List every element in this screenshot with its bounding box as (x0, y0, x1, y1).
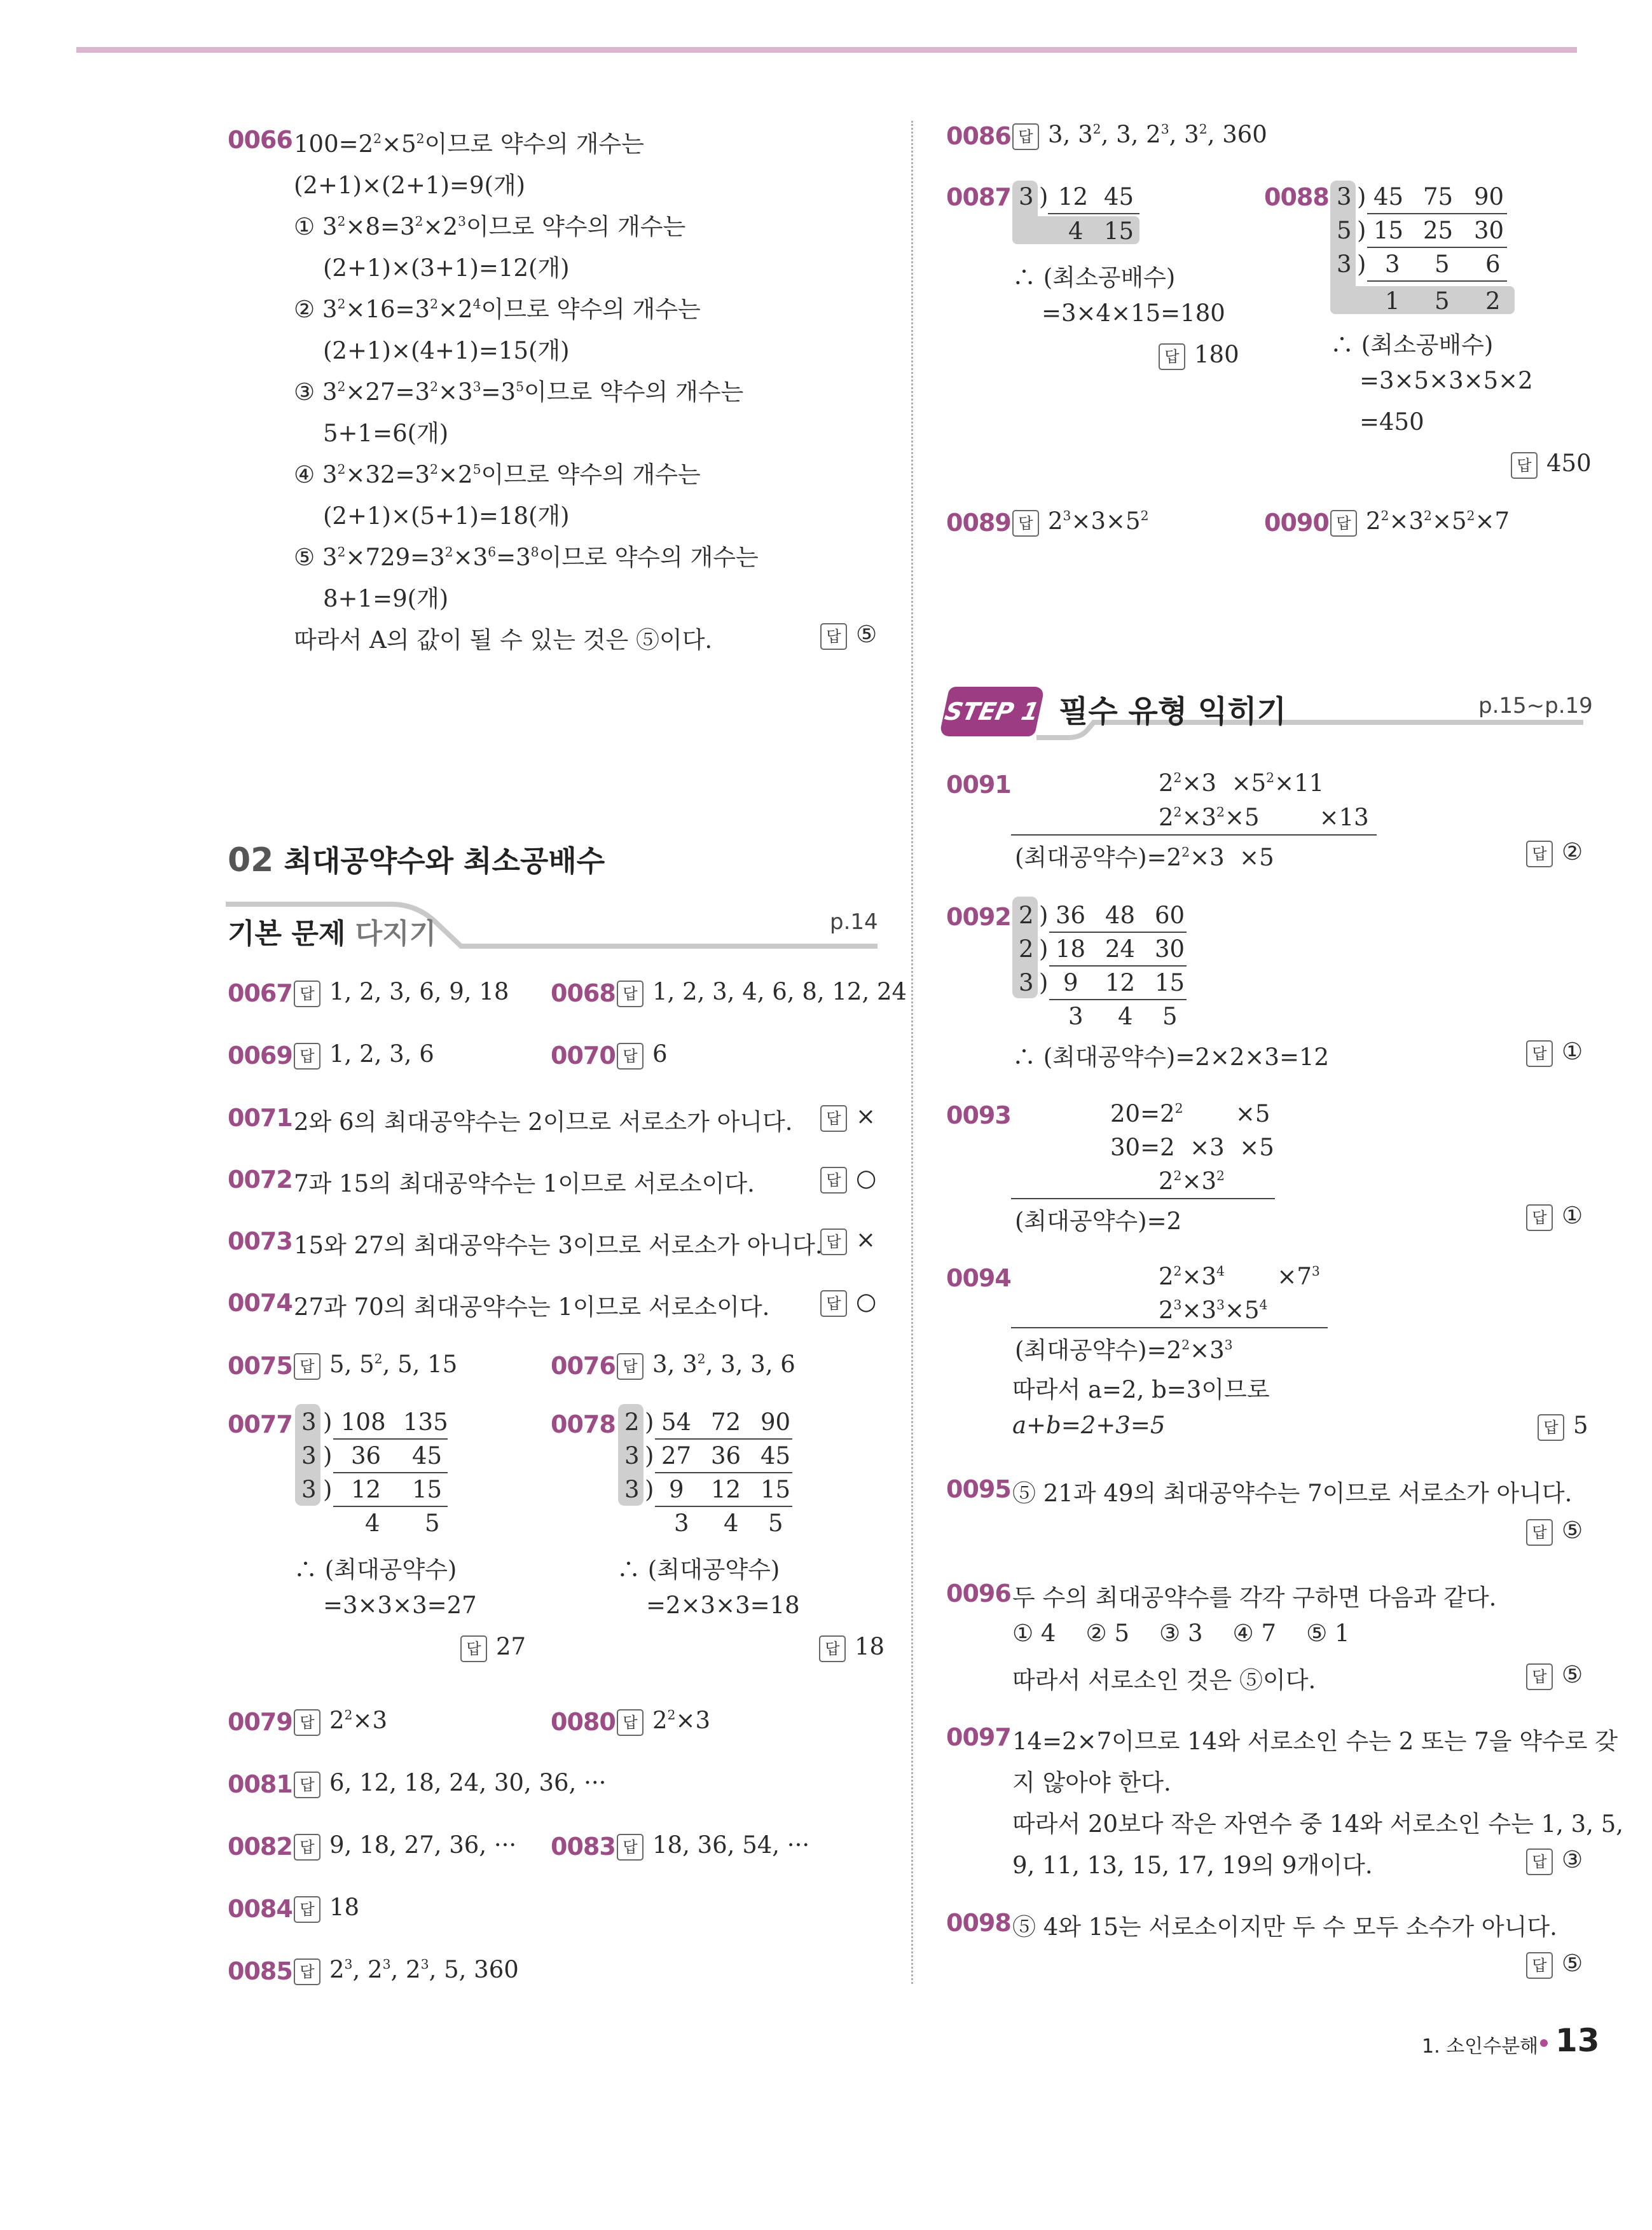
division-value: 45 (1104, 183, 1134, 210)
division-value: 18 (1056, 935, 1086, 963)
division-bracket: ) (1039, 969, 1049, 996)
answer-mark-icon: 답 (820, 1105, 847, 1132)
division-bracket: ) (645, 1442, 654, 1469)
solution-line: 따라서 서로소인 것은 ⑤이다. (1012, 1667, 1316, 1694)
answer: 답 180 (1159, 341, 1239, 370)
answer-mark-icon: 답 (1330, 510, 1357, 537)
problem-number: 0069 (228, 1042, 293, 1070)
solution-line: 5+1=6(개) (323, 420, 449, 447)
footer-dot-icon (1540, 2039, 1548, 2047)
answer: 답 ② (1526, 838, 1583, 867)
division-value: 15 (761, 1476, 791, 1503)
problem-number: 0077 (228, 1410, 293, 1438)
answer-mark-icon: 답 (294, 1834, 320, 1861)
division-value: 36 (351, 1442, 382, 1469)
division-rule (1048, 213, 1139, 214)
answer: 답 27 (460, 1633, 526, 1662)
problem-number: 0093 (946, 1101, 1011, 1129)
solution-line: 7과 15의 최대공약수는 1이므로 서로소이다. (294, 1170, 755, 1197)
solution-line: 2와 6의 최대공약수는 2이므로 서로소가 아니다. (294, 1108, 793, 1136)
answer: 답 18 (819, 1633, 885, 1662)
solution-line: ∴ (최소공배수) (1330, 331, 1494, 359)
answer: 답 ① (1526, 1202, 1583, 1231)
division-value: 45 (761, 1442, 791, 1469)
answer-mark-icon: 답 (1538, 1414, 1564, 1441)
problem-number: 0071 (228, 1104, 293, 1132)
solution-line: ④ $3^2\times 32=3^2\times 2^5$이므로 약수의 개수는 (294, 461, 701, 488)
answer: 답 ⑤ (1526, 1661, 1583, 1690)
division-bracket: ) (645, 1408, 654, 1436)
answer: 답 1, 2, 3, 6 (294, 1040, 434, 1070)
solution-line: =450 (1359, 408, 1424, 436)
division-value: 12 (1105, 969, 1136, 996)
solution-line: (2+1)×(5+1)=18(개) (323, 502, 570, 530)
division-bracket: ) (1039, 183, 1049, 210)
factor-line: $20=2^2$ ×5 (1110, 1100, 1270, 1127)
answer-mark-icon: 답 (819, 1635, 846, 1662)
solution-line: 14=2×7이므로 14와 서로소인 수는 2 또는 7을 약수로 갖 (1012, 1728, 1618, 1755)
division-value: 5 (425, 1510, 440, 1537)
answer-mark-icon: 답 (1526, 1848, 1553, 1875)
division-value: 4 (724, 1510, 739, 1537)
division-value: 108 (341, 1408, 386, 1436)
solution-line: =3×3×3=27 (323, 1592, 477, 1619)
answer: 답 ○ (820, 1164, 876, 1194)
problem-number: 0074 (228, 1289, 293, 1317)
solution-line: =3×5×3×5×2 (1359, 367, 1533, 394)
solution-line: ∴ (최대공약수) (294, 1556, 457, 1583)
solution-line: ∴ (최대공약수) (617, 1556, 780, 1583)
division-divisor: 3 (1019, 183, 1034, 210)
division-divisor: 3 (1337, 251, 1352, 278)
step-badge: STEP 1 (939, 687, 1045, 736)
factor-line: $2^2\times 3^2\times 5$ ×13 (1159, 804, 1369, 831)
problem-number: 0082 (228, 1833, 293, 1861)
factor-rule (1011, 834, 1377, 836)
answer-mark-icon: 답 (1526, 1519, 1553, 1546)
division-value: 3 (674, 1510, 689, 1537)
division-rule (1367, 213, 1507, 214)
problem-number: 0097 (946, 1723, 1011, 1751)
top-bar (76, 47, 1577, 53)
problem-number: 0075 (228, 1352, 293, 1380)
basic-title: 기본 문제 다지기 (228, 918, 437, 950)
division-rule (333, 1506, 448, 1507)
answer: 답 × (820, 1226, 876, 1255)
division-rule (655, 1472, 792, 1473)
division-bracket: ) (1357, 251, 1366, 278)
problem-number: 0086 (946, 122, 1011, 150)
answer-mark-icon: 답 (617, 1834, 644, 1861)
division-bracket: ) (1357, 217, 1366, 244)
division-divisor: 3 (301, 1476, 317, 1503)
solution-line: ① $3^2\times 8=3^2\times 2^3$이므로 약수의 개수는 (294, 213, 686, 240)
division-bracket: ) (323, 1476, 333, 1503)
problem-number: 0098 (946, 1909, 1011, 1937)
answer-mark-icon: 답 (460, 1635, 487, 1662)
division-divisor: 2 (624, 1408, 640, 1436)
problem-number: 0095 (946, 1475, 1011, 1503)
answer-mark-icon: 답 (1526, 1952, 1553, 1979)
division-value: 4 (365, 1510, 380, 1537)
division-divisor: 3 (624, 1476, 640, 1503)
problem-number: 0081 (228, 1770, 293, 1798)
factor-rule (1011, 1198, 1275, 1199)
solution-line: ① 4 ② 5 ③ 3 ④ 7 ⑤ 1 (1012, 1620, 1350, 1647)
factor-rule (1011, 1327, 1328, 1328)
answer-mark-icon: 답 (294, 1958, 320, 1985)
division-rule (655, 1438, 792, 1440)
answer-mark-icon: 답 (617, 981, 644, 1007)
answer: 답 $2^3$, $2^3$, $2^3$, 5, 360 (294, 1956, 519, 1985)
factor-line: 30=2 ×3 ×5 (1110, 1134, 1274, 1161)
division-value: 54 (661, 1408, 692, 1436)
answer: 답 9, 18, 27, 36, ··· (294, 1831, 516, 1861)
division-bracket: ) (1039, 935, 1049, 963)
division-value: 6 (1485, 251, 1501, 278)
division-divisor: 3 (624, 1442, 640, 1469)
problem-number: 0094 (946, 1264, 1011, 1292)
problem-number: 0079 (228, 1708, 293, 1736)
division-value: 3 (1068, 1003, 1084, 1030)
division-value: 5 (1162, 1003, 1178, 1030)
answer-mark-icon: 답 (617, 1353, 644, 1380)
problem-number: 0076 (551, 1352, 616, 1380)
solution-line: 따라서 a=2, b=3이므로 (1012, 1376, 1270, 1403)
factor-line: (최대공약수)$=2^2\times 3^3$ (1015, 1337, 1233, 1364)
division-bracket: ) (1357, 183, 1366, 210)
answer: 답 ① (1526, 1038, 1583, 1067)
division-value: 9 (669, 1476, 684, 1503)
solution-line: (2+1)×(3+1)=12(개) (323, 254, 570, 282)
solution-line: 15와 27의 최대공약수는 3이므로 서로소가 아니다. (294, 1232, 823, 1259)
page-number: 13 (1555, 2022, 1600, 2059)
answer: 답 ③ (1526, 1846, 1583, 1875)
problem-number: 0087 (946, 183, 1011, 211)
division-value: 30 (1474, 217, 1504, 244)
division-divisor: 3 (1337, 183, 1352, 210)
factor-line: $2^2\times 3 \times 5^2\times 11$ (1159, 769, 1325, 797)
answer-mark-icon: 답 (1159, 343, 1185, 370)
solution-line: 지 않아야 한다. (1012, 1769, 1171, 1796)
division-value: 15 (412, 1476, 443, 1503)
answer-mark-icon: 답 (820, 1167, 847, 1194)
division-bracket: ) (1039, 902, 1049, 929)
problem-number: 0068 (551, 979, 616, 1007)
answer-mark-icon: 답 (1526, 1040, 1553, 1067)
answer-mark-icon: 답 (1526, 841, 1553, 867)
section-title: 02 최대공약수와 최소공배수 (228, 841, 605, 879)
factor-line: (최대공약수)$=2^2\times 3 \times 5$ (1015, 844, 1274, 871)
division-value: 36 (711, 1442, 741, 1469)
division-value: 2 (1485, 287, 1501, 315)
problem-number: 0072 (228, 1166, 293, 1194)
problem-number: 0090 (1264, 509, 1329, 537)
answer: 답 450 (1511, 450, 1592, 479)
division-value: 72 (711, 1408, 741, 1436)
solution-line: 9, 11, 13, 15, 17, 19의 9개이다. (1012, 1852, 1373, 1879)
division-value: 135 (403, 1408, 448, 1436)
solution-line: (2+1)×(4+1)=15(개) (323, 337, 570, 364)
problem-number: 0085 (228, 1957, 293, 1985)
answer-mark-icon: 답 (294, 1043, 320, 1070)
division-divisor: 3 (1019, 969, 1034, 996)
division-value: 30 (1155, 935, 1185, 963)
answer-mark-icon: 답 (1012, 510, 1039, 537)
answer: 답 ○ (820, 1288, 876, 1317)
problem-number: 0084 (228, 1895, 293, 1923)
division-value: 15 (1104, 217, 1134, 245)
answer: 답 ⑤ (1526, 1517, 1583, 1546)
answer: 답 3, $3^2$, 3, $2^3$, $3^2$, 360 (1012, 121, 1267, 150)
page-reference: p.15~p.19 (1478, 693, 1593, 719)
factor-line: $2^2\times 3^4$ $\times 7^3$ (1159, 1263, 1320, 1290)
division-rule (1367, 280, 1507, 282)
division-rule (1367, 247, 1507, 248)
column-divider (911, 121, 913, 1984)
division-value: 48 (1105, 902, 1136, 929)
division-value: 4 (1068, 217, 1084, 245)
solution-line: ② $3^2\times 16=3^2\times 2^4$이므로 약수의 개수는 (294, 296, 701, 323)
answer: 답 18, 36, 54, ··· (617, 1831, 809, 1861)
division-divisor: 2 (1019, 935, 1034, 963)
solution-line: 따라서 A의 값이 될 수 있는 것은 ⑤이다. (294, 626, 713, 654)
answer: 답 ⑤ (1526, 1950, 1583, 1979)
answer-mark-icon: 답 (617, 1709, 644, 1736)
division-value: 3 (1385, 251, 1400, 278)
problem-number: 0073 (228, 1227, 293, 1255)
solution-line: 두 수의 최대공약수를 각각 구하면 다음과 같다. (1012, 1584, 1497, 1611)
footer-chapter: 1. 소인수분해 (1422, 2035, 1539, 2058)
answer: 답 $2^2\times 3^2\times 5^2\times 7$ (1330, 507, 1510, 537)
solution-line: 따라서 20보다 작은 자연수 중 14와 서로소인 수는 1, 3, 5, (1012, 1810, 1624, 1838)
problem-number: 0080 (551, 1708, 616, 1736)
answer: 답 1, 2, 3, 6, 9, 18 (294, 978, 509, 1007)
division-value: 12 (351, 1476, 382, 1503)
division-value: 1 (1385, 287, 1400, 315)
answer-mark-icon: 답 (294, 1896, 320, 1923)
division-value: 12 (1058, 183, 1089, 210)
division-value: 5 (1435, 251, 1450, 278)
solution-line: $100=2^2\times 5^2$이므로 약수의 개수는 (294, 130, 644, 158)
division-value: 12 (711, 1476, 741, 1503)
answer: 답 1, 2, 3, 4, 6, 8, 12, 24 (617, 978, 907, 1007)
solution-line: ⑤ 21과 49의 최대공약수는 7이므로 서로소가 아니다. (1012, 1480, 1573, 1507)
answer-mark-icon: 답 (1511, 452, 1538, 479)
division-divisor: 5 (1337, 217, 1352, 244)
division-value: 24 (1105, 935, 1136, 963)
solution-line: ③ $3^2\times 27=3^2\times 3^3=3^5$이므로 약수의 개수는 (294, 378, 744, 406)
solution-line: =3×4×15=180 (1042, 299, 1225, 327)
problem-number: 0083 (551, 1833, 616, 1861)
solution-line: 27과 70의 최대공약수는 1이므로 서로소이다. (294, 1293, 770, 1321)
division-rule (333, 1472, 448, 1473)
answer: 답 5, $5^2$, 5, 15 (294, 1351, 457, 1380)
answer-mark-icon: 답 (294, 1353, 320, 1380)
problem-number: 0067 (228, 979, 293, 1007)
page-reference: p.14 (830, 909, 878, 935)
division-value: 15 (1155, 969, 1185, 996)
problem-number: 0088 (1264, 183, 1329, 211)
division-value: 60 (1155, 902, 1185, 929)
division-value: 9 (1063, 969, 1078, 996)
problem-number: 0066 (228, 126, 293, 154)
answer: 답 $2^3\times 3\times 5^2$ (1012, 507, 1149, 537)
answer-mark-icon: 답 (820, 1290, 847, 1317)
solution-line: =2×3×3=18 (646, 1592, 800, 1619)
answer-mark-icon: 답 (820, 623, 847, 650)
answer: 답 6 (617, 1040, 668, 1070)
factor-line: $2^3\times 3^3\times 5^4$ (1159, 1297, 1268, 1324)
solution-line: 8+1=9(개) (323, 585, 449, 612)
answer: 답 18 (294, 1894, 359, 1923)
answer-mark-icon: 답 (294, 981, 320, 1007)
answer: 답 3, $3^2$, 3, 3, 6 (617, 1351, 795, 1380)
answer: 답 × (820, 1103, 876, 1132)
division-value: 15 (1373, 217, 1404, 244)
step-title: 필수 유형 익히기 (1059, 694, 1286, 729)
solution-line: ⑤ $3^2\times 729=3^2\times 3^6=3^8$이므로 약수의 개수는 (294, 544, 759, 571)
answer-mark-icon: 답 (294, 1772, 320, 1798)
answer-mark-icon: 답 (820, 1229, 847, 1255)
division-value: 5 (1435, 287, 1450, 315)
solution-line: ∴ (최대공약수)=2×2×3=12 (1012, 1043, 1330, 1071)
answer: 답 ⑤ (820, 621, 877, 650)
answer-mark-icon: 답 (1526, 1663, 1553, 1690)
division-rule (1049, 965, 1187, 967)
division-value: 4 (1118, 1003, 1133, 1030)
answer: 답 6, 12, 18, 24, 30, 36, ··· (294, 1769, 606, 1798)
answer: 답 5 (1538, 1412, 1588, 1441)
problem-number: 0089 (946, 509, 1011, 537)
answer-mark-icon: 답 (294, 1709, 320, 1736)
division-value: 90 (1474, 183, 1504, 210)
division-bracket: ) (645, 1476, 654, 1503)
solution-line: a+b=2+3=5 (1012, 1412, 1166, 1439)
division-value: 5 (768, 1510, 783, 1537)
answer-mark-icon: 답 (1526, 1204, 1553, 1231)
division-value: 25 (1423, 217, 1454, 244)
division-divisor: 3 (301, 1408, 317, 1436)
problem-number: 0092 (946, 903, 1011, 931)
solution-line: (2+1)×(2+1)=9(개) (294, 172, 526, 199)
factor-line: $2^2\times 3^2$ (1159, 1167, 1225, 1195)
answer-mark-icon: 답 (617, 1043, 644, 1070)
problem-number: 0091 (946, 771, 1011, 799)
division-rule (1049, 932, 1187, 933)
division-rule (655, 1506, 792, 1507)
division-divisor: 2 (1019, 902, 1034, 929)
division-value: 75 (1423, 183, 1454, 210)
division-value: 36 (1056, 902, 1086, 929)
division-bracket: ) (323, 1408, 333, 1436)
problem-number: 0078 (551, 1410, 616, 1438)
solution-line: ⑤ 4와 15는 서로소이지만 두 수 모두 소수가 아니다. (1012, 1913, 1557, 1941)
factor-line: (최대공약수)=2 (1015, 1208, 1182, 1235)
division-bracket: ) (323, 1442, 333, 1469)
answer-mark-icon: 답 (1012, 123, 1039, 150)
division-value: 27 (661, 1442, 692, 1469)
division-value: 45 (412, 1442, 443, 1469)
answer: 답 $2^2\times 3$ (617, 1707, 710, 1736)
division-value: 45 (1373, 183, 1404, 210)
division-divisor: 3 (301, 1442, 317, 1469)
division-value: 90 (761, 1408, 791, 1436)
solution-line: ∴ (최소공배수) (1012, 264, 1176, 291)
division-rule (1049, 999, 1187, 1000)
answer: 답 $2^2\times 3$ (294, 1707, 387, 1736)
division-rule (333, 1438, 448, 1440)
problem-number: 0070 (551, 1042, 616, 1070)
problem-number: 0096 (946, 1580, 1011, 1607)
